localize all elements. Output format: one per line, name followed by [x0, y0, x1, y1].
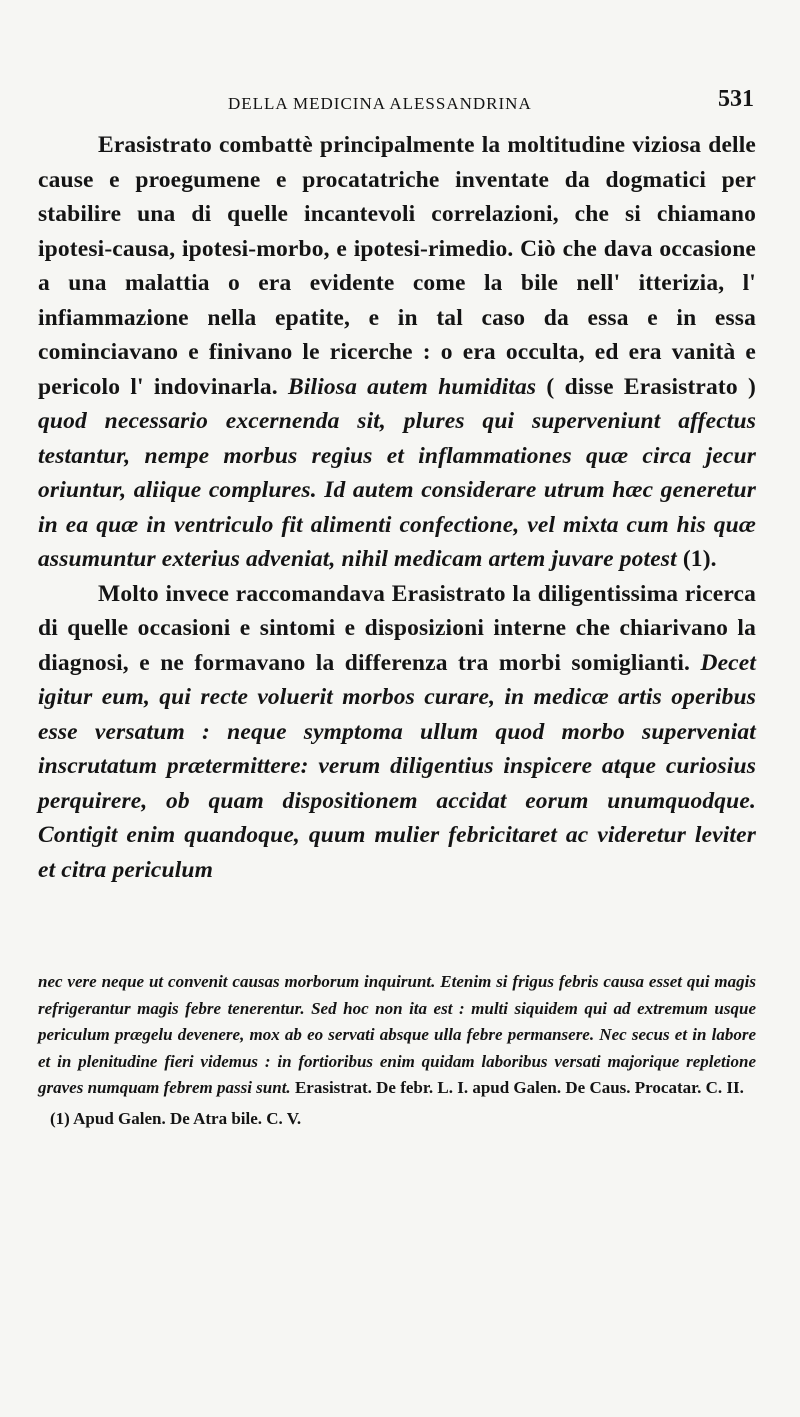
footnote-continuation	[38, 969, 756, 1102]
body-text	[38, 128, 756, 887]
paragraph-2	[38, 577, 756, 888]
footnotes	[38, 969, 756, 1132]
paragraph-1-latin-a: Biliosa autem humiditas	[288, 373, 537, 400]
footnote-1: (1) Apud Galen. De Atra bile. C. V.	[50, 1108, 302, 1128]
page-header	[38, 86, 756, 120]
running-head: DELLA MEDICINA ALESSANDRINA	[228, 94, 532, 113]
paragraph-2-text-a: Molto invece raccomandava Erasistrato la diligentissima ricerca di quelle occasioni e sintomi e disposizioni interne che chiarivano la diagnosi, e ne formavano la differenza tra morbi somiglianti.	[38, 580, 756, 676]
paragraph-1-text-b: ( disse Erasistrato )	[536, 373, 756, 400]
paragraph-1	[38, 128, 756, 577]
page-number: 531	[718, 86, 754, 112]
footnote-reference-1: (1).	[676, 546, 717, 572]
paragraph-1-text-a: Erasistrato combattè principalmente la moltitudine viziosa delle cause e proegumene e procatatriche inventate da dogmatici per stabilire una di quelle incantevoli correlazioni, che si chiamano ipotesi-causa, ipotesi-morbo, e ipotesi-rimedio. Ciò che dava occasione a una malattia o era evidente come la bile nell' itterizia, l' infiammazione nella epatite, e in tal caso da essa e in essa cominciavano e finivano le ricerche : o era occulta, ed era vanità e pericolo l' indovinarla.	[38, 132, 756, 400]
paragraph-1-latin-b: quod necessario excernenda sit, plures qui superveniunt affectus testantur, nempe morbus regius et inflammationes quæ circa jecur oriuntur, aliique complures. Id autem considerare utrum hæc generetur in ea quæ in ventriculo fit alimenti confectione, vel mixta cum his quæ assumuntur exterius adveniat, nihil medicam artem juvare potest	[38, 408, 756, 572]
footnote-continuation-ref: Erasistrat. De febr. L. I. apud Galen. De Caus. Procatar. C. II.	[290, 1078, 744, 1097]
paragraph-2-latin-a: Decet igitur eum, qui recte voluerit morbos curare, in medicæ artis operibus esse versatum : neque symptoma ullum quod morbo superveniat inscrutatum prætermittere: verum diligentius inspicere atque curiosius perquirere, ob quam dispositionem accidat eorum unumquodque. Contigit enim quandoque, quum mulier febricitaret ac videretur leviter et citra periculum	[38, 649, 756, 883]
footnote-continuation-latin: nec vere neque ut convenit causas morborum inquirunt. Etenim si frigus febris causa esset qui magis refrigerantur magis febre tenerentur. Sed hoc non ita est : multi siquidem qui ad extremum usque periculum prægelu devenere, mox ab eo servati absque ulla febre permansere. Nec secus et in labore et in plenitudine fieri videmus : in fortioribus enim quidam laboribus versati majorique repletione graves numquam febrem passi sunt.	[38, 972, 756, 1097]
